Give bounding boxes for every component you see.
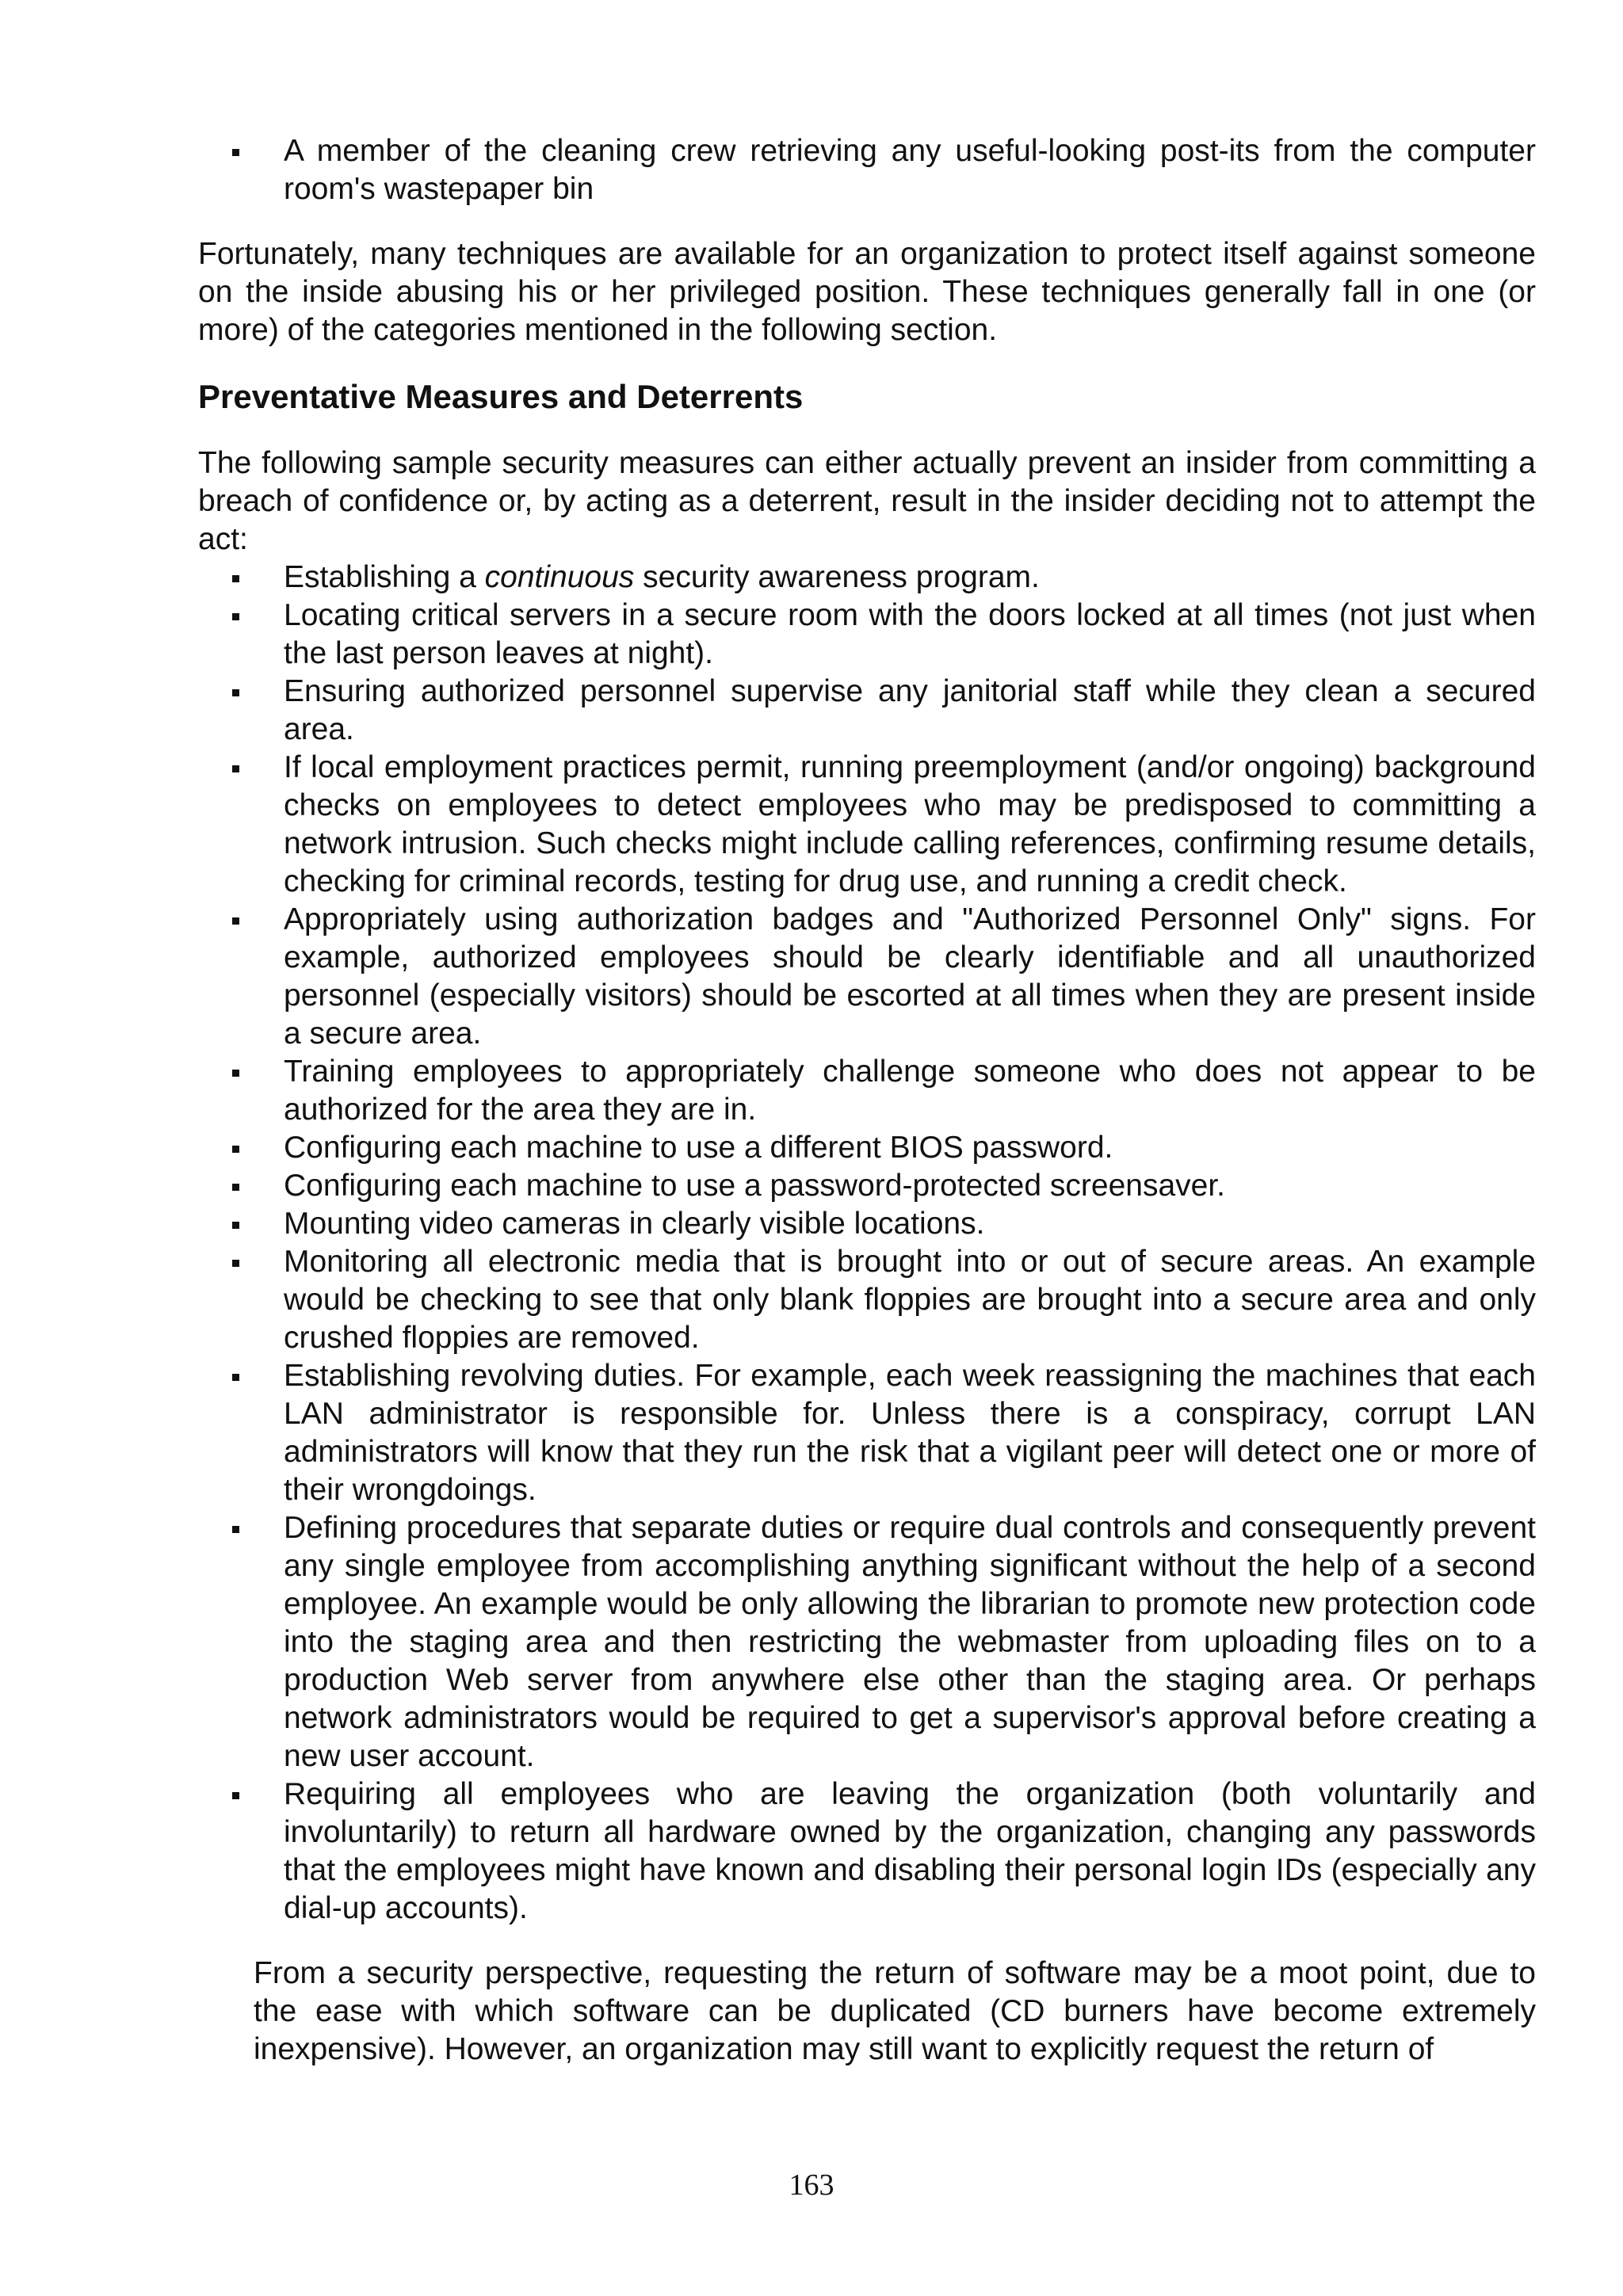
list-item-text: Training employees to appropriately challenge someone who does not appear to be authorized for the area they are in. <box>284 1055 1536 1127</box>
list-item <box>198 1509 1536 1775</box>
list-item-text: security awareness program. <box>634 560 1040 594</box>
list-item <box>198 132 1536 208</box>
list-item-text: Mounting video cameras in clearly visible locations. <box>284 1207 985 1241</box>
square-bullet-icon <box>232 1070 239 1077</box>
section-heading: Preventative Measures and Deterrents <box>198 378 804 415</box>
list-item-text: If local employment practices permit, running preemployment (and/or ongoing) background checks on employees to detect employees who may be predisposed to committing a network intrusion. Such checks might include calling references, confirming resume details, checking for criminal records, testing for drug use, and running a credit check. <box>284 750 1536 898</box>
square-bullet-icon <box>232 1146 239 1153</box>
square-bullet-icon <box>232 575 239 582</box>
square-bullet-icon <box>232 1184 239 1191</box>
square-bullet-icon <box>232 1792 239 1799</box>
square-bullet-icon <box>232 689 239 696</box>
square-bullet-icon <box>232 1260 239 1267</box>
list-item <box>198 1129 1536 1167</box>
closing-paragraph: From a security perspective, requesting the return of software may be a moot point, due to the ease with which software can be duplicated (CD burners have become extremely inexpensive). However, an organization may still want to explicitly request the return of <box>254 1956 1536 2066</box>
list-item-text: Establishing a <box>284 560 485 594</box>
list-item <box>198 749 1536 901</box>
list-item <box>198 1357 1536 1509</box>
top-bullet-list <box>198 132 1536 208</box>
list-item-text: Locating critical servers in a secure room with the doors locked at all times (not just when the last person leaves at night). <box>284 598 1536 670</box>
list-item-text: Appropriately using authorization badges and "Authorized Personnel Only" signs. For example, authorized employees should be clearly identifiable and all unauthorized personnel (especially visitors) should be escorted at all times when they are present inside a secure area. <box>284 902 1536 1051</box>
page-content <box>198 132 1536 2069</box>
list-item-text: Monitoring all electronic media that is brought into or out of secure areas. An example would be checking to see that only blank floppies are brought into a secure area and only crushed floppies are removed. <box>284 1245 1536 1355</box>
list-item <box>198 1167 1536 1205</box>
square-bullet-icon <box>232 1374 239 1381</box>
list-item-text: A member of the cleaning crew retrieving any useful-looking post-its from the computer room's wastepaper bin <box>284 134 1536 206</box>
square-bullet-icon <box>232 765 239 772</box>
list-item <box>198 673 1536 749</box>
list-item-text: Configuring each machine to use a different BIOS password. <box>284 1131 1113 1165</box>
emphasis-text: continuous <box>484 560 635 594</box>
square-bullet-icon <box>232 613 239 620</box>
square-bullet-icon <box>232 1222 239 1229</box>
list-item <box>198 597 1536 673</box>
page-number: 163 <box>789 2168 834 2202</box>
intro-paragraph: Fortunately, many techniques are available for an organization to protect itself against someone on the inside abusing his or her privileged position. These techniques generally fall in one (or more) of the categories mentioned in the following section. <box>198 237 1536 347</box>
measures-bullet-list <box>198 559 1536 1928</box>
section-intro-paragraph: The following sample security measures can either actually prevent an insider from committing a breach of confidence or, by acting as a deterrent, result in the insider deciding not to attempt the act: <box>198 446 1536 556</box>
square-bullet-icon <box>232 1526 239 1533</box>
list-item <box>198 1053 1536 1129</box>
list-item <box>198 1775 1536 1928</box>
list-item <box>198 559 1536 597</box>
list-item-text: Requiring all employees who are leaving the organization (both voluntarily and involuntarily) to return all hardware owned by the organization, changing any passwords that the employees might have known and disabling their personal login IDs (especially any dial-up accounts). <box>284 1777 1536 1925</box>
list-item-text: Ensuring authorized personnel supervise any janitorial staff while they clean a secured area. <box>284 674 1536 746</box>
list-item <box>198 1243 1536 1357</box>
list-item-text: Configuring each machine to use a password-protected screensaver. <box>284 1169 1225 1203</box>
list-item <box>198 901 1536 1053</box>
square-bullet-icon <box>232 149 239 156</box>
list-item-text: Defining procedures that separate duties or require dual controls and consequently prevent any single employee from accomplishing anything significant without the help of a second employee. An example would be only allowing the librarian to promote new protection code into the staging area and then restricting the webmaster from uploading files on to a production Web server from anywhere else other than the staging area. Or perhaps network administrators would be required to get a supervisor's approval before creating a new user account. <box>284 1511 1536 1773</box>
square-bullet-icon <box>232 917 239 925</box>
list-item <box>198 1205 1536 1243</box>
list-item-text: Establishing revolving duties. For example, each week reassigning the machines that each LAN administrator is responsible for. Unless there is a conspiracy, corrupt LAN administrators will know that they run the risk that a vigilant peer will detect one or more of their wrongdoings. <box>284 1359 1536 1507</box>
